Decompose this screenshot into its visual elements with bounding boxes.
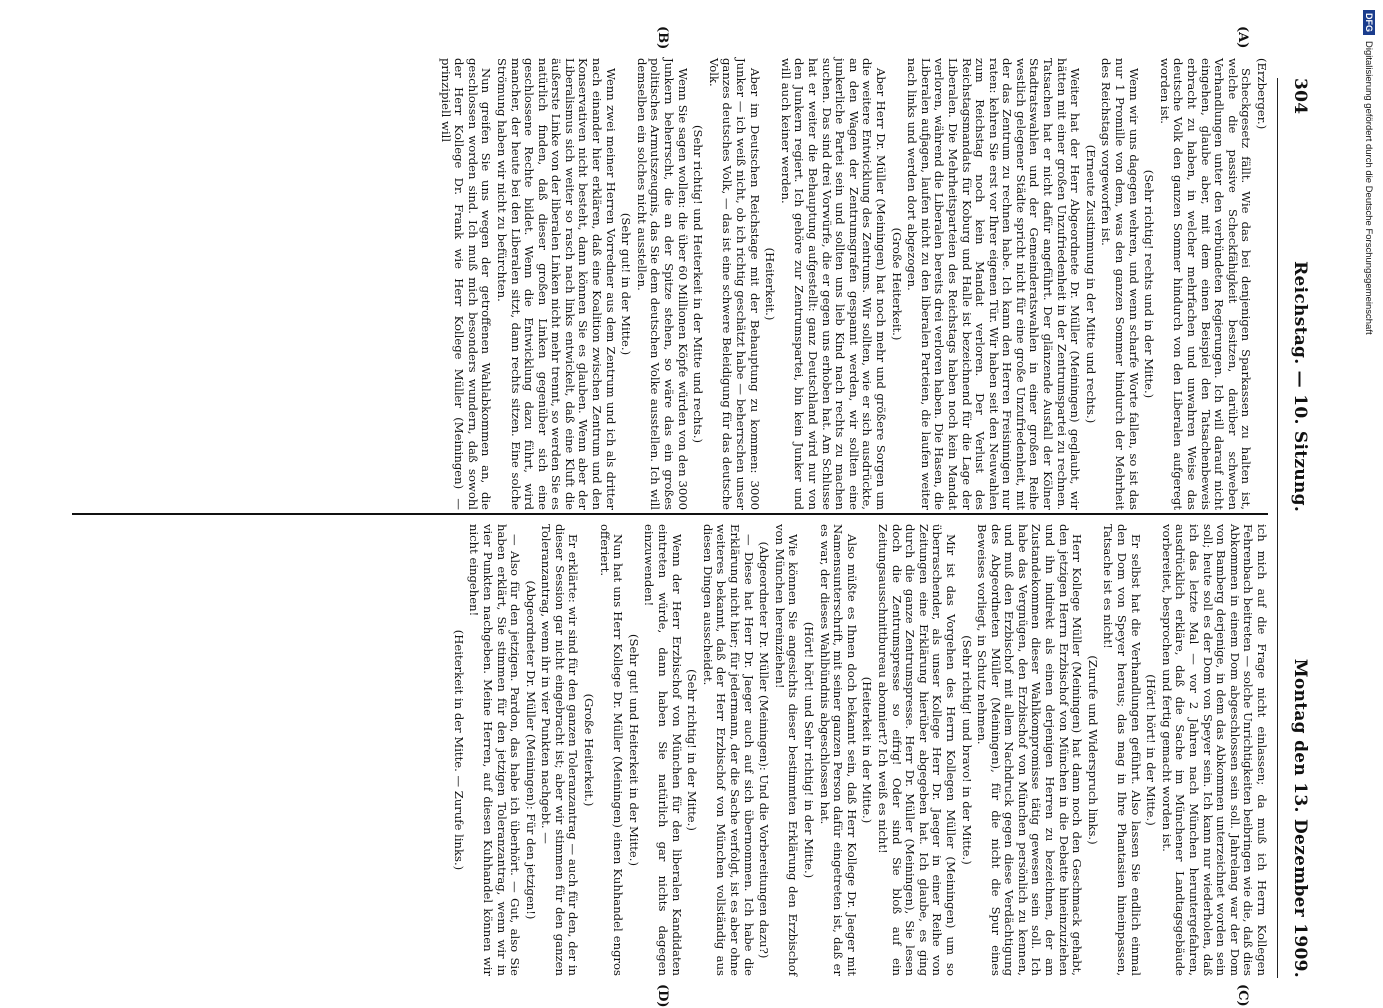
- right-paragraph: — Also für den jetzigen. Pardon, das habe ich überhört. — Gut, also Sie haben erklärt, Sie stimmen für den jetzigen Toleranzantrag, wenn wir in vier Punkten nachgeben. Meine Herren, auf diesen Kuhhandel können wir nicht eingehen!: [467, 524, 523, 976]
- right-interjection: (Hört! hört! in der Mitte.): [1144, 674, 1159, 826]
- left-paragraph: Wenn wir uns dagegen wehren, und wenn scharfe Worte fallen, so ist das nur 1 Promille von dem, was den ganzen Sommer hindurch der Mehrheit des Reichstags vorgeworfen ist.: [1099, 58, 1141, 510]
- dfg-logo: DFG: [1363, 10, 1375, 35]
- left-interjection: (Erneute Zustimmung in der Mitte und rechts.): [1083, 144, 1098, 424]
- left-paragraph: Scheckgesetz fällt. Wie das bei denjenigen Sparkassen zu halten ist, welche die passive Scheckfähigkeit besitzen, darüber schweben Verhandlungen unter den verbündeten Regierungen. Ich will darauf nicht eingehen, glaube aber, mit dem einen Beispiel den Tatsachenbeweis erbracht zu haben, in welcher mehrfachen und unwahren Weise das deutsche Volk den ganzen Sommer hindurch von den Liberalen aufgeregt worden ist.: [1157, 58, 1254, 510]
- left-paragraph: Aber im Deutschen Reichstage mit der Behauptung zu kommen: 3000 Junker — ich weiß nicht, ob ich richtig geschätzt habe — beherrschen unser ganzes deutsches Volk, — das ist eine schwere Beleidigung für das deutsche Volk.: [706, 58, 762, 510]
- right-paragraph: Wie können Sie angesichts dieser bestimmten Erklärung den Erzbischof von München hereinziehen!: [772, 524, 801, 976]
- left-interjection: (Sehr richtig! rechts und in der Mitte.): [1142, 169, 1157, 399]
- left-interjection: (Große Heiterkeit.): [889, 227, 904, 341]
- right-interjection: (Sehr richtig! und bravo! in der Mitte.): [959, 635, 974, 865]
- right-interjection: (Hört! hört! und Sehr richtig! in der Mitte.): [802, 621, 816, 879]
- right-paragraph: Nun hat uns Herr Kollege Dr. Müller (Meiningen) einen Kuhhandel engros offeriert.: [597, 524, 626, 976]
- left-interjection: (Heiterkeit.): [763, 247, 778, 321]
- right-paragraph: Er selbst hat die Verhandlungen geführt. Also lassen Sie endlich einmal den Dom von Speyer heraus; das mag in Ihre Phantasien hineinpassen, Tatsache ist es nicht!: [1101, 524, 1143, 976]
- right-interjection: (Abgeordneter Dr. Müller (Meiningen): Und die Vorbereitungen dazu?): [757, 541, 772, 959]
- column-divider: [72, 513, 1268, 515]
- left-paragraph: Wenn zwei meiner Herren Vorredner aus dem Zentrum und ich als dritter nach einander hier erklären, daß eine Koalition zwischen Zentrum und den Konservativen nicht besteht, dann können Sie es glauben. Wenn aber der Liberalismus sich weiter so rasch nach links entwickelt, daß eine Kluft die äußerste Linke von der liberalen Linken nicht mehr trennt, so werden Sie es natürlich finden, daß dieser großen Linken gegenüber sich eine geschlossene Rechte bildet. Wenn die Entwicklung dazu führt, wird mancher, der heute bei den Liberalen sitzt, dann rechts sitzen. Eine solche Strömung haben wir nicht zu befürchten.: [494, 58, 618, 510]
- scanned-page: [20, 26, 1320, 1008]
- left-interjection: (Sehr gut! in der Mitte.): [619, 212, 634, 356]
- left-paragraph: Nun greifen Sie uns wegen der getroffenen Wahlabkommen an, die geschlossen worden sind. Ich muß mich besonders wundern, daß sowohl der Herr Kollege Dr. Frank wie Herr Kollege Müller (Meiningen) — prinzipiell will: [438, 58, 494, 510]
- left-interjection: (Sehr richtig! und Heiterkeit in der Mitte und rechts.): [691, 124, 706, 444]
- right-paragraph: — Diese hat Herr Dr. Jaeger auch auf sich übernommen. Ich habe die Erklärung nicht hier; für jedermann, der die Sache verfolgt, ist es aber ohne weiteres bekannt, daß der Herr Erzbischof von München vollständig aus diesen Dingen ausscheidet.: [700, 524, 756, 976]
- margin-marker-c: (C): [1235, 984, 1250, 1007]
- left-paragraph: Weiter hat der Herr Abgeordnete Dr. Müller (Meiningen) geglaubt, wir hätten mit einer großen Unzufriedenheit in der Zentrumspartei zu rechnen. Tatsachen hat er nicht dafür angeführt. Der glänzende Ausfall der Kölner Stadtratswahlen und der Gemeinderatswahlen in einer großen Reihe westlich gelegener Städte spricht nicht für eine große Unzufriedenheit, mit der das Zentrum zu rechnen habe. Ich kann den Herren Freisinnigen nur raten: kehren Sie erst vor Ihrer eigenen Tür. Wir haben seit den Neuwahlen zum Reichstag noch kein Mandat verloren. Der Verlust des Reichstagsmandats für Koburg und Halle ist bezeichnend für die Lage der Liberalen. Die Mehrheitsparteien des Reichstags haben noch kein Mandat verloren, während die Liberalen bereits drei verloren haben. Die Hasen, die Liberalen aufjagen, laufen nicht zu den liberalen Parteien, die laufen weiter nach links und werden dort abgezogen.: [905, 58, 1083, 510]
- sitting-date: Montag den 13. Dezember 1909.: [1290, 658, 1310, 978]
- header-rule: [1277, 78, 1278, 978]
- right-interjection: (Heiterkeit in der Mitte. — Zurufe links.): [451, 629, 466, 871]
- page-number: 304: [1290, 78, 1310, 115]
- right-interjection: (Sehr richtig! in der Mitte.): [685, 669, 700, 831]
- right-interjection: (Heiterkeit in der Mitte.): [860, 676, 875, 824]
- right-interjection: (Große Heiterkeit.): [582, 693, 597, 807]
- right-paragraph: Herr Kollege Müller (Meiningen) hat dann noch den Geschmack gehabt, den jetzigen Herrn Erzbischof von München in die Debatte hineinzuziehen und ihn indirekt als einen derjenigen Herren zu bezeichnen, der am Zustandekommen dieser Wahlkompromisse tätig gewesen sein soll. Ich habe das Vergnügen, den Erzbischof von München persönlich zu kennen, und muß den Erzbischof mit allem Nachdruck gegen diese Verdächtigung des Abgeordneten Müller (Meiningen), für die nicht die Spur eines Beweises vorliegt, in Schutz nehmen.: [975, 524, 1085, 976]
- right-paragraph: ich mich auf die Frage nicht einlassen; da muß ich Herrn Kollegen Fehrenbach beitreten — solche Unrichtigkeiten beibringen wie die, daß dies Abkommen in einem Dom abgeschlossen sein soll. Jahrelang war der Dom von Bamberg derjenige, in dem das Abkommen unterzeichnet worden sein soll; heute soll es der Dom von Speyer sein. Ich kann nur wiederholen, daß ich das letzte Mal — vor 2 Jahren nach München heruntergefahren, ausdrücklich erkläre, daß die Sache im Münchener Landtagsgebäude vorbereitet, besprochen und fertig gemacht worden ist.: [1159, 524, 1269, 976]
- left-paragraph: (Erzberger.): [1255, 58, 1269, 130]
- running-head: [1280, 78, 1320, 978]
- page-title: Reichstag. — 10. Sitzung.: [1290, 261, 1310, 513]
- left-text-column: [436, 58, 1268, 510]
- right-paragraph: Also müßte es Ihnen doch bekannt sein, daß Herr Kollege Dr. Jaeger mit Namensunterschrift, mit seiner ganzen Person dafür eingetreten ist, daß er es war, der dieses Wahlbündnis abgeschlossen hat.: [817, 524, 859, 976]
- right-text-column: [449, 524, 1268, 976]
- right-paragraph: Mir ist das Vorgehen des Herrn Kollegen Müller (Meiningen) um so überraschender, als unser Kollege Herr Dr. Jaeger in einer Reihe von Zeitungen eine Erklärung hierüber abgegeben hat. Ich glaube, es ging durch die ganze Zentrumspresse. Herr Dr. Müller (Meiningen), Sie lesen doch die Zentrumspresse so eifrig! Oder sind Sie bloß auf ein Zeitungsausschnittbureau abonniert? Ich weiß es nicht!: [875, 524, 958, 976]
- credit-text: Digitalisierung gefördert durch die Deutsche Forschungsgemeinschaft: [1363, 41, 1375, 335]
- margin-marker-a: (A): [1235, 26, 1250, 49]
- margin-marker-d: (D): [655, 984, 670, 1008]
- digitization-credit: [1362, 10, 1376, 610]
- left-paragraph: Aber Herr Dr. Müller (Meiningen) hat noch mehr und größere Sorgen um die weitere Entwicklung des Zentrums. Wir sollten, wie er sich ausdrückte, an den Wagen der Zentrumsgrafen gespannt werden, wir sollten eine junkerliche Partei sein und sollten uns lieb Kind nach rechts zu machen suchen. Das sind drei Vorwürfe, die er gegen uns erhoben hat. Am Schlusse hat er weiter die Behauptung aufgestellt: ganz Deutschland wird nur von den Junkern regiert. Ich gehöre zur Zentrumspartei, bin kein Junker und will auch keiner werden.: [778, 58, 888, 510]
- right-paragraph: Wenn der Herr Erzbischof von München für den liberalen Kandidaten eintreten würde, dann haben Sie natürlich gar nichts dagegen einzuwenden!: [642, 524, 684, 976]
- right-paragraph: Er erklärte: wir sind für den ganzen Toleranzantrag — auch für den, der in dieser Session gar nicht eingebracht ist; aber wir stimmen für den ganzen Toleranzantrag, wenn ihr in vier Punkten nachgebt. —: [539, 524, 581, 976]
- right-interjection: (Zurufe und Widerspruch links.): [1085, 655, 1100, 845]
- margin-marker-b: (B): [655, 26, 670, 50]
- right-interjection: (Abgeordneter Dr. Müller (Meiningen): Für den jetzigen!): [523, 580, 538, 920]
- left-paragraph: Wenn Sie sagen wollen: die über 60 Millionen Köpfe würden von den 3000 Junkern beherrscht, die an der Spitze stehen, so wäre das ein großes politisches Armutszeugnis, das Sie dem deutschen Volke ausstellen. Ich will demselben ein solches nicht ausstellen.: [634, 58, 690, 510]
- right-interjection: (Sehr gut! und Heiterkeit in der Mitte.): [626, 634, 641, 866]
